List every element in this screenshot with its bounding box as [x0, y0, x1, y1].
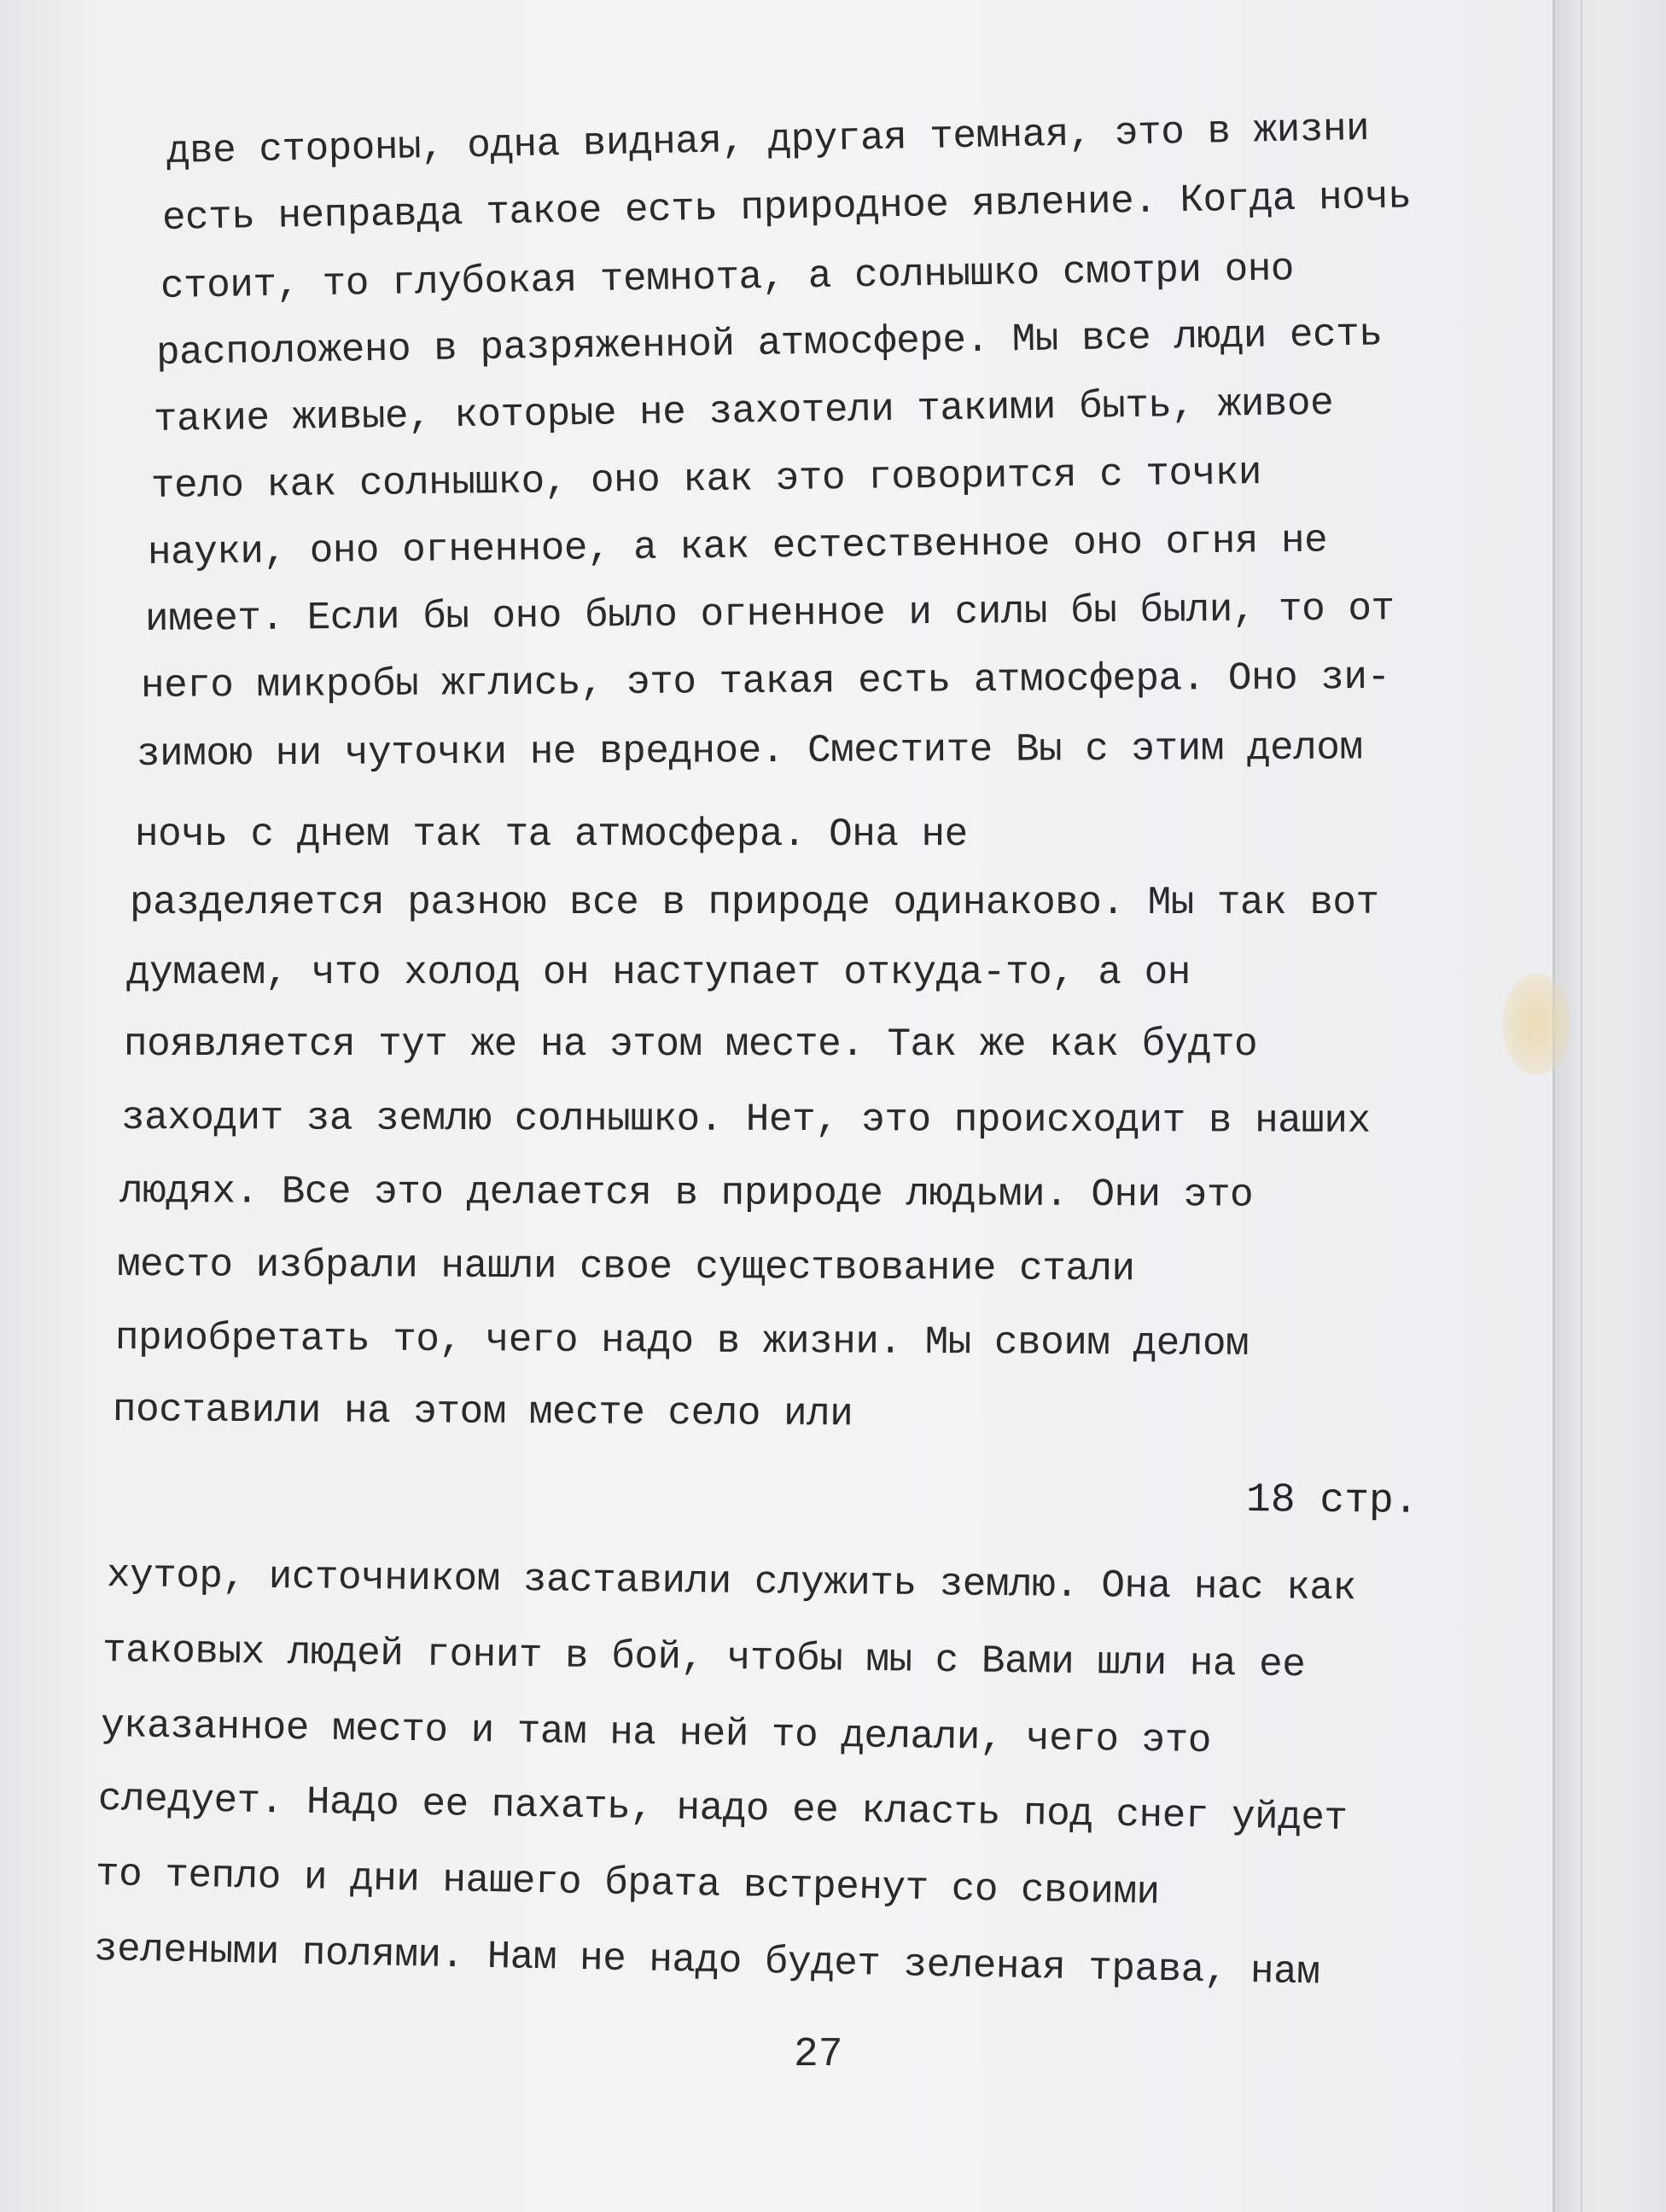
page-reference: 18 стр. [1245, 1477, 1418, 1525]
text-line: появляется тут же на этом месте. Так же как будто [124, 1022, 1258, 1067]
text-line: ночь с днем так та атмосфера. Она не [135, 812, 968, 857]
text-line: людях. Все это делается в природе людьми. Они это [119, 1169, 1254, 1218]
text-line: зелеными полями. Нам не надо будет зеленая трава, нам [93, 1927, 1320, 1995]
text-line: него микробы жглись, это такая есть атмосфера. Оно зи- [140, 655, 1390, 708]
text-line: разделяется разною все в природе одинаково. Мы так вот [130, 881, 1379, 925]
text-line: имеет. Если бы оно было огненное и силы бы были, то от [144, 586, 1395, 642]
text-line: заходит за землю солнышко. Нет, это происходит в наших [120, 1096, 1371, 1144]
text-line: хутор, источником заставили служить землю. Она нас как [106, 1553, 1356, 1611]
text-line: думаем, что холод он наступает откуда-то, а он [126, 951, 1191, 995]
text-line: тело как солнышко, оно как это говорится с точки [150, 451, 1262, 509]
text-line: указанное место и там на ней то делали, чего это [100, 1703, 1212, 1764]
text-line: следует. Надо ее пахать, надо ее класть под снег уйдет [97, 1777, 1348, 1841]
text-line: зимою ни чуточки не вредное. Сместите Вы с этим делом [136, 725, 1363, 777]
text-line: две стороны, одна видная, другая темная, это в жизни [166, 106, 1370, 174]
text-line: место избрали нашли свое существование стали [116, 1243, 1135, 1292]
text-line: расположено в разряженной атмосфере. Мы все люди есть [155, 311, 1383, 375]
text-line: такие живые, которые не захотели такими быть, живое [153, 381, 1334, 442]
text-line: науки, оно огненное, а как естественное оно огня не [147, 518, 1328, 575]
text-line: есть неправда такое есть природное явление. Когда ночь [161, 174, 1412, 241]
page-number: 27 [794, 2032, 843, 2078]
text-line: то тепло и дни нашего брата встренут со своими [95, 1852, 1161, 1915]
text-line: стоит, то глубокая темнота, а солнышко смотри оно [160, 247, 1295, 309]
text-line: таковых людей гонит в бой, чтобы мы с Вами шли на ее [102, 1628, 1306, 1688]
text-line: приобретать то, чего надо в жизни. Мы своим делом [114, 1316, 1250, 1366]
text-line: поставили на этом месте село или [112, 1388, 853, 1437]
